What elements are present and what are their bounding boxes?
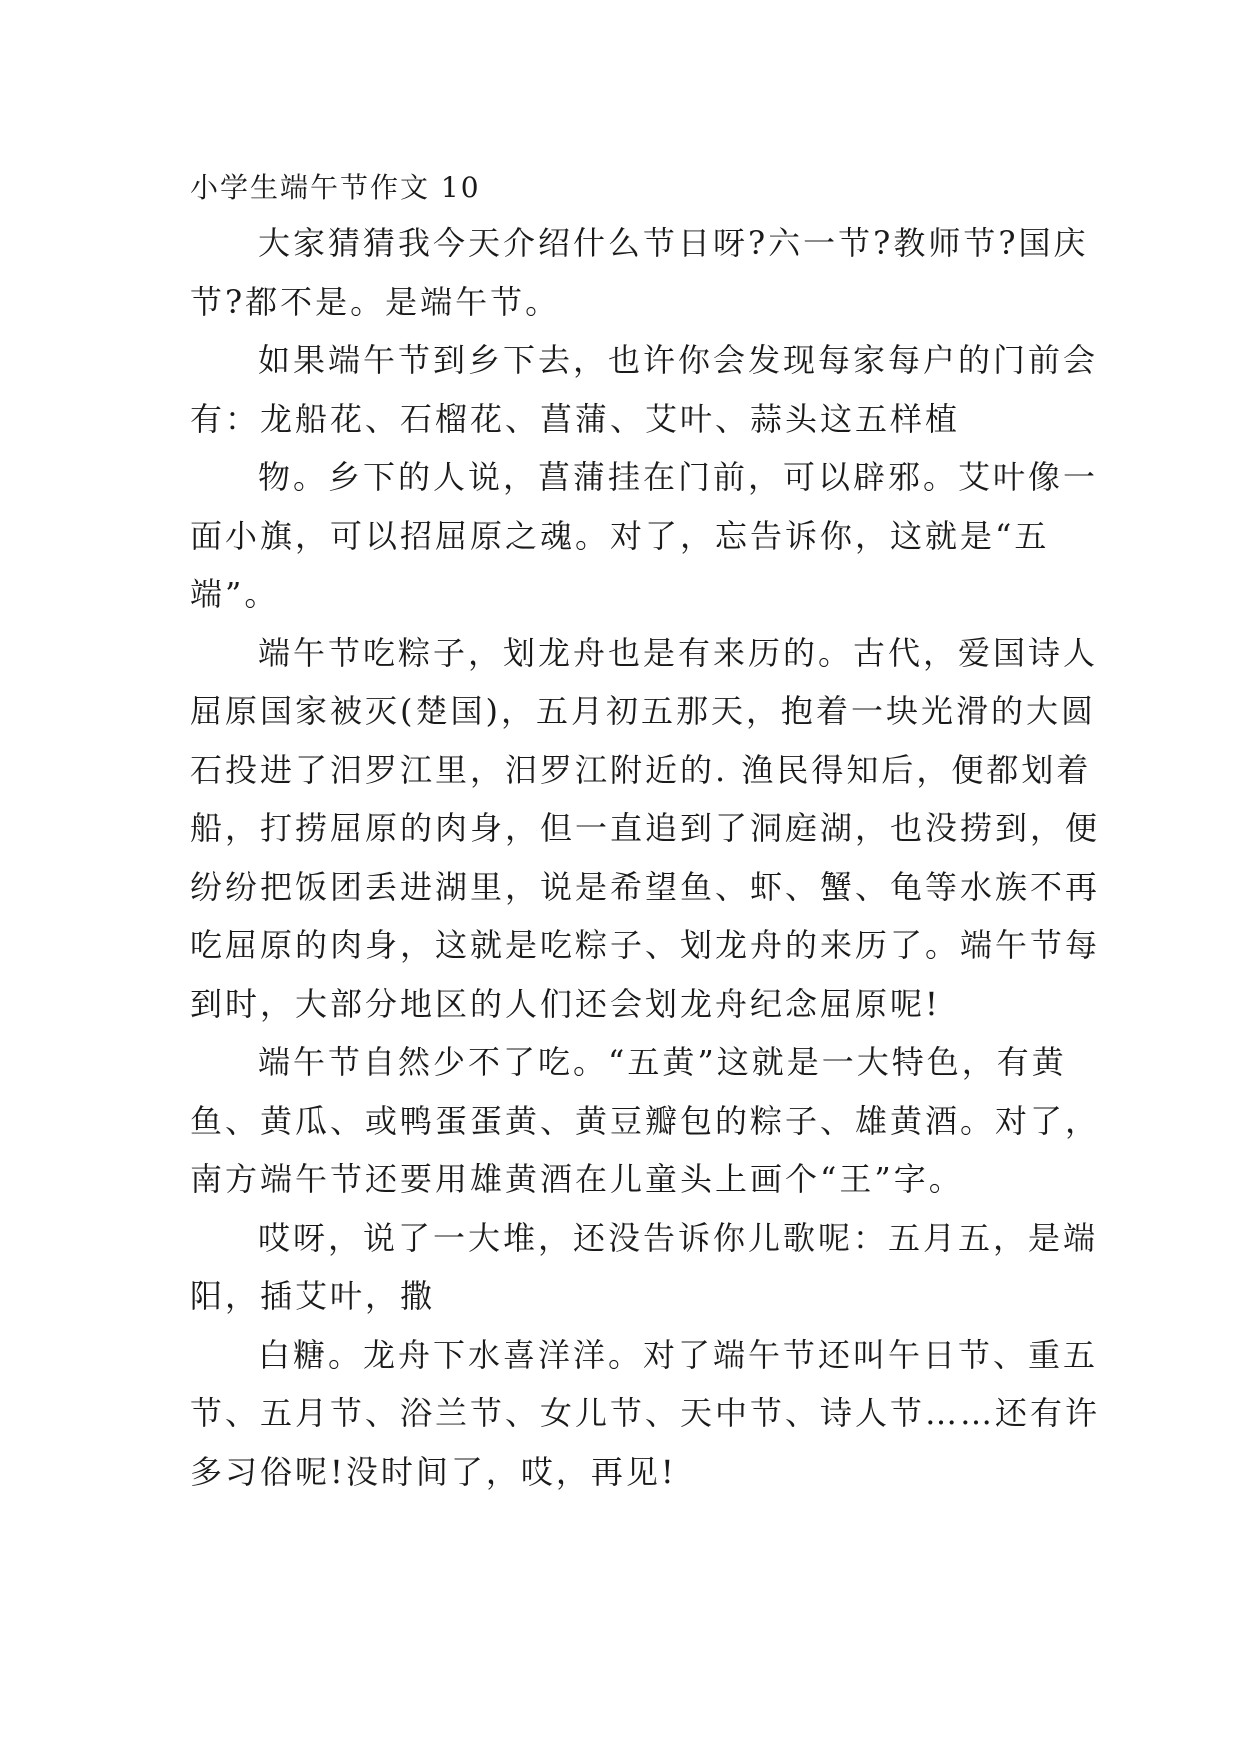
text-line: 面小旗，可以招屈原之魂。对了，忘告诉你，这就是“五 xyxy=(190,517,1050,555)
text-line: 南方端午节还要用雄黄酒在儿童头上画个“王”字。 xyxy=(190,1160,964,1198)
text-line: 节?都不是。是端午节。 xyxy=(190,283,561,321)
text-line: 阳，插艾叶，撒 xyxy=(190,1277,436,1315)
text-line: 白糖。龙舟下水喜洋洋。对了端午节还叫午日节、重五 xyxy=(258,1336,1099,1374)
text-line: 纷纷把饭团丢进湖里，说是希望鱼、虾、蟹、龟等水族不再 xyxy=(190,868,1101,906)
text-line: 节、五月节、浴兰节、女儿节、天中节、诗人节……还有许 xyxy=(190,1394,1101,1432)
text-line: 多习俗呢!没时间了，哎，再见! xyxy=(190,1453,677,1491)
text-line: 石投进了汨罗江里，汨罗江附近的. 渔民得知后，便都划着 xyxy=(190,751,1092,789)
text-line: 端午节吃粽子，划龙舟也是有来历的。古代，爱国诗人 xyxy=(258,634,1099,672)
text-line: 吃屈原的肉身，这就是吃粽子、划龙舟的来历了。端午节每 xyxy=(190,926,1101,964)
text-line: 鱼、黄瓜、或鸭蛋蛋黄、黄豆瓣包的粽子、雄黄酒。对了， xyxy=(190,1102,1101,1140)
text-line: 哎呀，说了一大堆，还没告诉你儿歌呢：五月五，是端 xyxy=(258,1219,1099,1257)
document-title: 小学生端午节作文 10 xyxy=(190,171,481,204)
text-line: 如果端午节到乡下去，也许你会发现每家每户的门前会 xyxy=(258,341,1099,379)
text-line: 有：龙船花、石榴花、菖蒲、艾叶、蒜头这五样植 xyxy=(190,400,961,438)
text-line: 屈原国家被灭(楚国)，五月初五那天，抱着一块光滑的大圆 xyxy=(190,692,1096,730)
text-line: 物。乡下的人说，菖蒲挂在门前，可以辟邪。艾叶像一 xyxy=(258,458,1099,496)
text-line: 大家猜猜我今天介绍什么节日呀?六一节?教师节?国庆 xyxy=(258,224,1089,262)
text-line: 到时，大部分地区的人们还会划龙舟纪念屈原呢! xyxy=(190,985,941,1023)
text-line: 端”。 xyxy=(190,575,280,613)
text-line: 船，打捞屈原的肉身，但一直追到了洞庭湖，也没捞到，便 xyxy=(190,809,1101,847)
text-line: 端午节自然少不了吃。“五黄”这就是一大特色，有黄 xyxy=(258,1043,1067,1081)
